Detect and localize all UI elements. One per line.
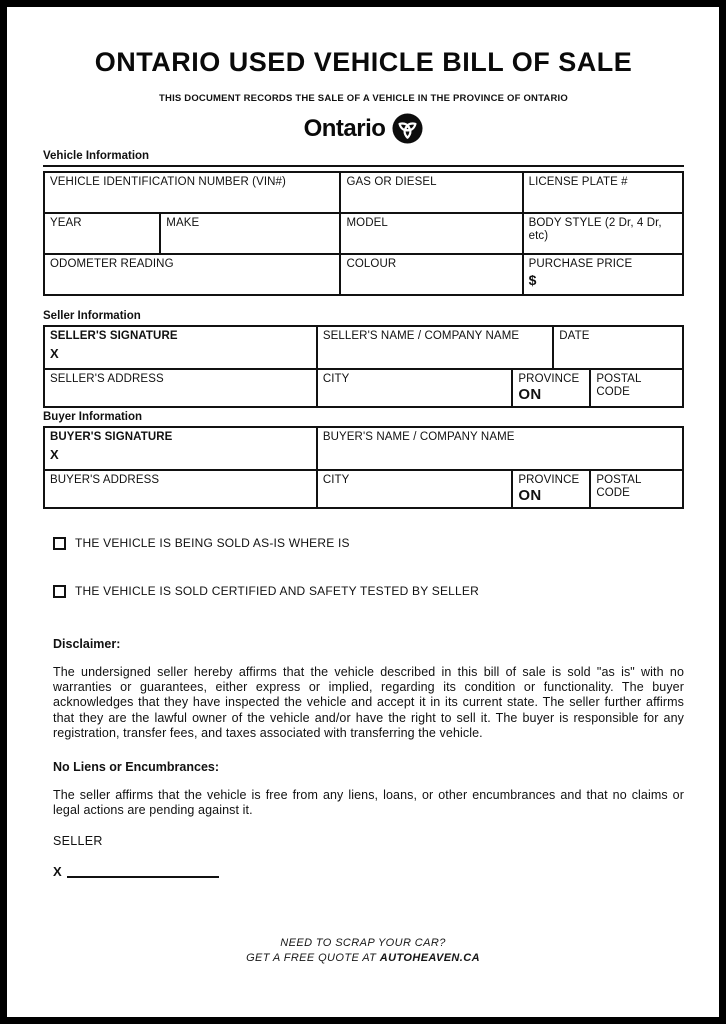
colour-field[interactable]	[340, 254, 522, 295]
year-label: YEAR	[50, 217, 82, 229]
fuel-label: GAS OR DIESEL	[346, 176, 437, 188]
certified-checkbox-label: THE VEHICLE IS SOLD CERTIFIED AND SAFETY TESTED BY SELLER	[75, 584, 479, 598]
table-row	[44, 254, 683, 295]
footer-line1: NEED TO SCRAP YOUR CAR?	[280, 937, 446, 949]
seller-address-field[interactable]	[44, 369, 317, 407]
seller-city-label: CITY	[322, 373, 350, 385]
seller-date-label: DATE	[559, 330, 590, 342]
buyer-city-label: CITY	[322, 474, 350, 486]
buyer-info-table	[43, 426, 684, 509]
seller-signoff-label: SELLER	[53, 834, 103, 849]
seller-signoff-x-mark: X	[53, 864, 62, 880]
buyer-signature-label: BUYER'S SIGNATURE	[50, 431, 173, 443]
seller-name-label: SELLER'S NAME / COMPANY NAME	[322, 330, 520, 342]
table-row	[44, 326, 683, 369]
buyer-address-field[interactable]	[44, 470, 317, 508]
seller-info-section-label: Seller Information	[43, 310, 141, 322]
as-is-declaration-row	[53, 536, 684, 550]
seller-signature-x-mark: X	[50, 346, 59, 361]
seller-address-label: SELLER'S ADDRESS	[50, 373, 164, 385]
purchase-price-label: PURCHASE PRICE	[528, 258, 633, 270]
vin-label: VEHICLE IDENTIFICATION NUMBER (VIN#)	[50, 176, 286, 188]
document-page	[7, 7, 719, 1017]
make-field[interactable]	[160, 213, 340, 254]
seller-province-label: PROVINCE	[518, 373, 580, 385]
table-row	[44, 470, 683, 508]
license-plate-label: LICENSE PLATE #	[528, 176, 628, 188]
buyer-address-label: BUYER'S ADDRESS	[50, 474, 160, 486]
body-style-label: BODY STYLE (2 Dr, 4 Dr, etc)	[528, 217, 662, 242]
seller-signature-field[interactable]	[44, 326, 317, 369]
vehicle-info-section-label: Vehicle Information	[43, 150, 150, 162]
seller-signoff-signature	[53, 865, 684, 878]
vehicle-info-section-header	[43, 146, 684, 167]
seller-city-field[interactable]	[317, 369, 513, 407]
table-row	[44, 427, 683, 470]
footer	[7, 936, 719, 966]
model-field[interactable]	[340, 213, 522, 254]
buyer-info-section-label: Buyer Information	[43, 411, 143, 423]
ontario-logo	[43, 113, 684, 144]
buyer-province-field[interactable]	[512, 470, 590, 508]
seller-info-table	[43, 325, 684, 408]
footer-brand: AUTOHEAVEN.CA	[379, 952, 480, 964]
as-is-checkbox-label: THE VEHICLE IS BEING SOLD AS-IS WHERE IS	[75, 536, 350, 550]
seller-postal-code-label: POSTAL CODE	[596, 373, 642, 398]
buyer-postal-code-field[interactable]	[590, 470, 683, 508]
vin-field[interactable]	[44, 172, 340, 213]
disclaimer-heading: Disclaimer:	[53, 637, 121, 651]
liens-heading: No Liens or Encumbrances:	[53, 760, 220, 775]
ontario-trillium-icon	[392, 113, 423, 144]
signature-line[interactable]	[67, 866, 219, 878]
page-title: ONTARIO USED VEHICLE BILL OF SALE	[94, 47, 633, 77]
currency-symbol: $	[528, 272, 537, 288]
buyer-signature-x-mark: X	[50, 447, 59, 462]
disclaimer-body: The undersigned seller hereby affirms that the vehicle described in this bill of sale is sold "as is" with no warranties or guarantees, either express or implied, regarding its condition or functionality. The buyer acknowledges that they have inspected the vehicle and accept it in its current state. The seller further affirms that they are the lawful owner of the vehicle and/or have the right to sell it. The buyer is responsible for any registration, transfer fees, and taxes associated with transferring the vehicle.	[53, 665, 684, 740]
footer-line2-prefix: GET A FREE QUOTE AT	[246, 952, 377, 964]
buyer-city-field[interactable]	[317, 470, 513, 508]
buyer-postal-code-label: POSTAL CODE	[596, 474, 642, 499]
certified-checkbox[interactable]	[53, 585, 66, 598]
odometer-field[interactable]	[44, 254, 340, 295]
page-subtitle: THIS DOCUMENT RECORDS THE SALE OF A VEHICLE IN THE PROVINCE OF ONTARIO	[159, 93, 568, 104]
odometer-label: ODOMETER READING	[50, 258, 174, 270]
seller-province-field[interactable]	[512, 369, 590, 407]
fuel-field[interactable]	[340, 172, 522, 213]
purchase-price-field[interactable]	[523, 254, 683, 295]
as-is-checkbox[interactable]	[53, 537, 66, 550]
liens-body: The seller affirms that the vehicle is free from any liens, loans, or other encumbrances and that no claims or legal actions are pending against it.	[53, 788, 684, 818]
seller-signature-label: SELLER'S SIGNATURE	[50, 330, 178, 342]
table-row	[44, 369, 683, 407]
buyer-province-label: PROVINCE	[518, 474, 580, 486]
table-row	[44, 172, 683, 213]
year-field[interactable]	[44, 213, 160, 254]
model-label: MODEL	[346, 217, 388, 229]
vehicle-info-table	[43, 171, 684, 296]
table-row	[44, 213, 683, 254]
buyer-name-field[interactable]	[317, 427, 683, 470]
buyer-name-label: BUYER'S NAME / COMPANY NAME	[322, 431, 515, 443]
colour-label: COLOUR	[346, 258, 397, 270]
certified-declaration-row	[53, 584, 684, 598]
license-plate-field[interactable]	[523, 172, 683, 213]
seller-date-field[interactable]	[553, 326, 683, 369]
make-label: MAKE	[166, 217, 200, 229]
seller-name-field[interactable]	[317, 326, 553, 369]
ontario-wordmark: Ontario	[303, 114, 386, 142]
seller-postal-code-field[interactable]	[590, 369, 683, 407]
buyer-signature-field[interactable]	[44, 427, 317, 470]
buyer-province-value: ON	[518, 487, 542, 504]
body-style-field[interactable]	[523, 213, 683, 254]
seller-province-value: ON	[518, 386, 542, 403]
footer-line2	[7, 951, 719, 966]
